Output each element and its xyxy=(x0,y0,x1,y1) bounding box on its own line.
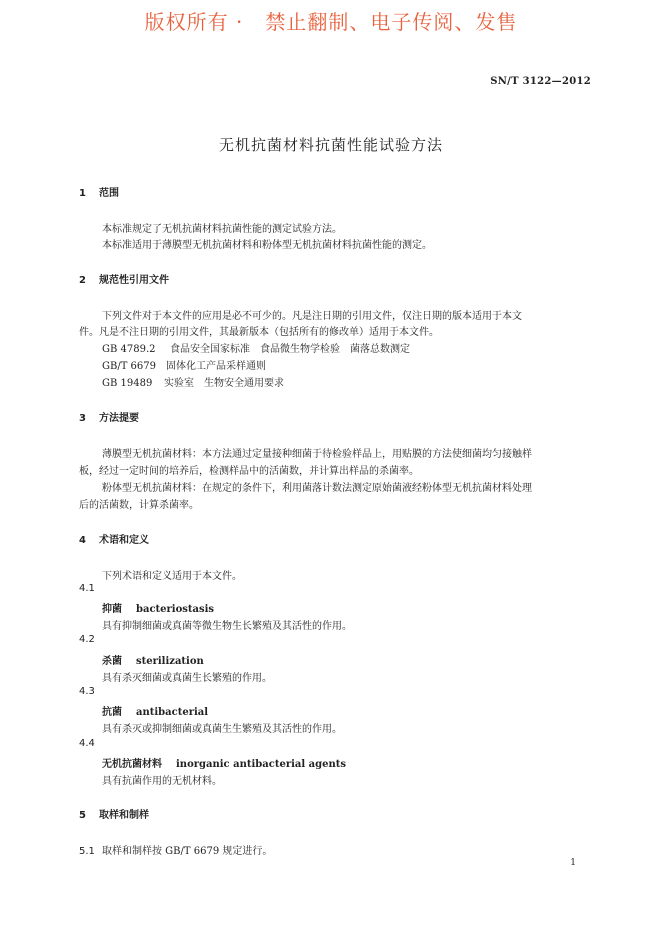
normative-reference xyxy=(102,374,284,389)
term-chinese: 抑菌 xyxy=(102,604,122,615)
term-entry xyxy=(102,652,204,667)
section-number: 4 xyxy=(79,535,86,546)
term-entry xyxy=(102,703,208,718)
section-number: 3 xyxy=(79,413,86,424)
term-chinese: 杀菌 xyxy=(102,656,122,667)
term-english: antibacterial xyxy=(136,707,209,718)
term-definition: 具有杀灭或抑制细菌或真菌生生繁殖及其活性的作用。 xyxy=(102,724,342,735)
paragraph: 薄膜型无机抗菌材料：本方法通过定量接种细菌于待检验样品上，用贴膜的方法使细菌均匀接触样 xyxy=(102,449,532,460)
page-number: 1 xyxy=(570,858,576,868)
section-title: 范围 xyxy=(99,188,119,199)
clause-text: 取样和制样按 GB/T 6679 规定进行。 xyxy=(102,846,273,857)
term-english: inorganic antibacterial agents xyxy=(176,759,347,770)
normative-reference xyxy=(102,340,410,355)
section-4-heading xyxy=(79,531,149,546)
standard-code: SN/T 3122—2012 xyxy=(490,76,591,87)
section-1-heading xyxy=(79,184,119,199)
normative-reference xyxy=(102,357,266,372)
paragraph: 本标准规定了无机抗菌材料抗菌性能的测定试验方法。 xyxy=(102,224,342,235)
section-5-heading xyxy=(79,806,149,821)
section-2-heading xyxy=(79,271,169,286)
section-title: 方法提要 xyxy=(99,413,139,424)
clause-number: 4.4 xyxy=(79,738,95,749)
clause-number: 5.1 xyxy=(79,846,95,857)
reference-title: 实验室 生物安全通用要求 xyxy=(164,378,284,389)
term-entry xyxy=(102,755,346,770)
clause-number: 4.2 xyxy=(79,634,95,645)
paragraph: 粉体型无机抗菌材料：在规定的条件下，利用菌落计数法测定原始菌液经粉体型无机抗菌材料处理 xyxy=(102,483,532,494)
term-definition: 具有杀灭细菌或真菌生长繁殖的作用。 xyxy=(102,673,272,684)
clause-5-1 xyxy=(79,842,272,857)
section-title: 规范性引用文件 xyxy=(99,275,169,286)
term-chinese: 抗菌 xyxy=(102,707,122,718)
section-title: 术语和定义 xyxy=(99,535,149,546)
paragraph-continuation: 件。凡是不注日期的引用文件，其最新版本（包括所有的修改单）适用于本文件。 xyxy=(79,327,439,338)
clause-number: 4.1 xyxy=(79,583,95,594)
paragraph: 本标准适用于薄膜型无机抗菌材料和粉体型无机抗菌材料抗菌性能的测定。 xyxy=(102,240,432,251)
section-number: 5 xyxy=(79,810,86,821)
document-title: 无机抗菌材料抗菌性能试验方法 xyxy=(218,136,443,154)
term-entry xyxy=(102,600,214,615)
term-definition: 具有抗菌作用的无机材料。 xyxy=(102,776,222,787)
reference-code: GB/T 6679 xyxy=(102,361,157,372)
clause-number: 4.3 xyxy=(79,686,95,697)
reference-title: 固体化工产品采样通则 xyxy=(166,361,266,372)
section-3-heading xyxy=(79,409,139,424)
term-english: bacteriostasis xyxy=(136,604,215,615)
paragraph-continuation: 后的活菌数，计算杀菌率。 xyxy=(79,500,199,511)
paragraph: 下列术语和定义适用于本文件。 xyxy=(102,571,242,582)
section-title: 取样和制样 xyxy=(99,810,149,821)
term-definition: 具有抑制细菌或真菌等微生物生长繁殖及其活性的作用。 xyxy=(102,621,352,632)
section-number: 1 xyxy=(79,188,86,199)
reference-code: GB 4789.2 xyxy=(102,344,156,355)
copyright-watermark: 版权所有 · 禁止翻制、电子传阅、发售 xyxy=(144,10,518,34)
paragraph: 下列文件对于本文件的应用是必不可少的。凡是注日期的引用文件，仅注日期的版本适用于本文 xyxy=(102,311,522,322)
reference-code: GB 19489 xyxy=(102,378,153,389)
section-number: 2 xyxy=(79,275,86,286)
paragraph-continuation: 板，经过一定时间的培养后，检测样品中的活菌数，并计算出样品的杀菌率。 xyxy=(79,466,419,477)
term-english: sterilization xyxy=(136,656,204,667)
term-chinese: 无机抗菌材料 xyxy=(102,759,162,770)
reference-title: 食品安全国家标准 食品微生物学检验 菌落总数测定 xyxy=(170,344,410,355)
